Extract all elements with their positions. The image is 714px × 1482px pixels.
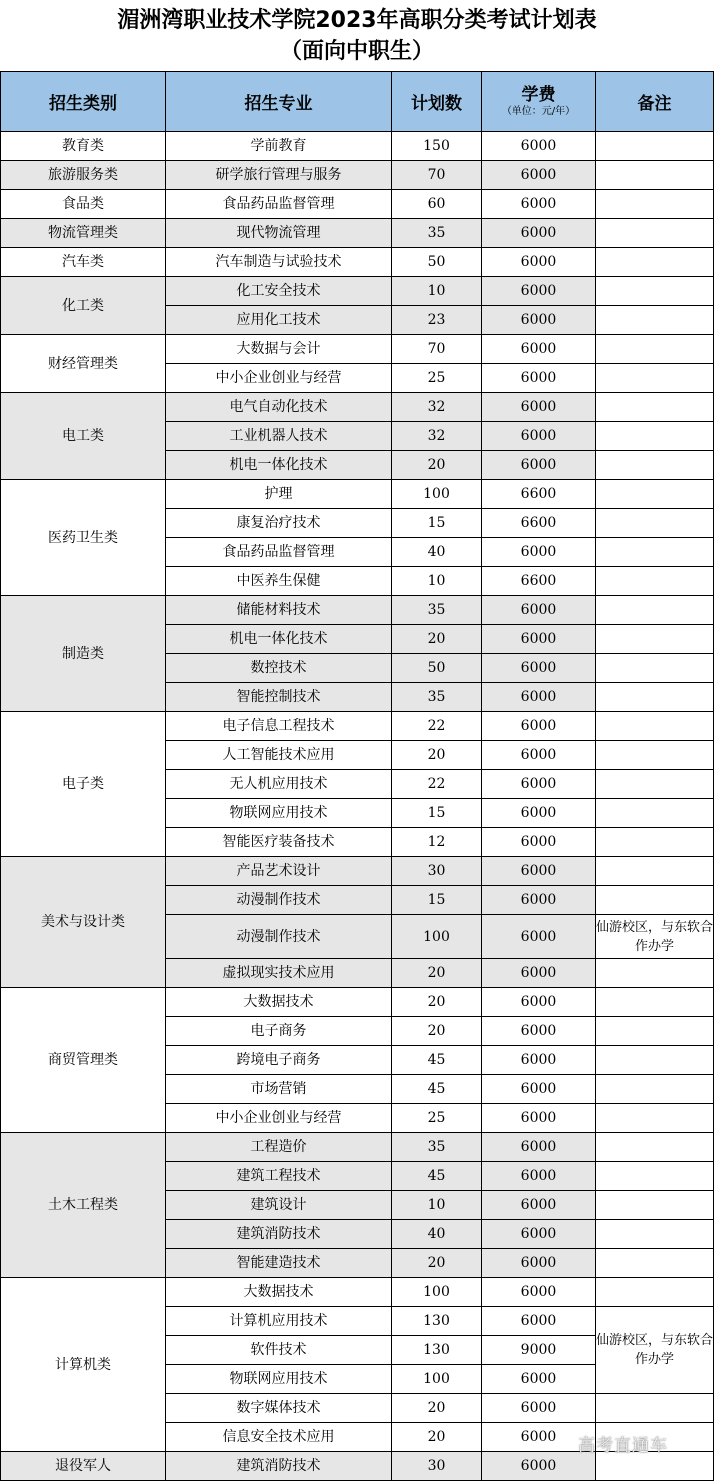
major-cell: 大数据与会计 [166,335,392,364]
fee-cell: 6000 [482,828,596,857]
plan-cell: 30 [392,857,482,886]
fee-cell: 6000 [482,1191,596,1220]
table-row [1,1278,714,1307]
fee-cell: 6000 [482,1162,596,1191]
category-cell: 制造类 [1,596,166,712]
fee-cell: 6000 [482,393,596,422]
note-cell [596,1133,714,1162]
major-cell: 电气自动化技术 [166,393,392,422]
note-cell [596,1104,714,1133]
fee-cell: 6000 [482,1452,596,1481]
note-cell [596,857,714,886]
plan-cell: 20 [392,625,482,654]
plan-cell: 45 [392,1162,482,1191]
fee-cell: 6000 [482,132,596,161]
major-cell: 工业机器人技术 [166,422,392,451]
plan-cell: 100 [392,915,482,959]
note-cell [596,959,714,988]
plan-cell: 100 [392,1278,482,1307]
fee-cell: 6000 [482,1249,596,1278]
plan-cell: 20 [392,741,482,770]
fee-cell: 6000 [482,654,596,683]
plan-cell: 50 [392,654,482,683]
note-cell [596,1017,714,1046]
note-cell [596,596,714,625]
fee-cell: 6000 [482,306,596,335]
note-cell: 仙游校区，与东软合作办学 [596,915,714,959]
major-cell: 信息安全技术应用 [166,1423,392,1452]
fee-cell: 6000 [482,915,596,959]
plan-cell: 20 [392,451,482,480]
category-cell: 美术与设计类 [1,857,166,988]
fee-cell: 6000 [482,451,596,480]
note-cell [596,451,714,480]
major-cell: 数控技术 [166,654,392,683]
major-cell: 储能材料技术 [166,596,392,625]
note-cell [596,335,714,364]
major-cell: 建筑消防技术 [166,1220,392,1249]
plan-cell: 15 [392,509,482,538]
fee-cell: 6000 [482,799,596,828]
note-cell: 仙游校区，与东软合作办学 [596,1307,714,1394]
fee-cell: 6000 [482,190,596,219]
category-cell: 财经管理类 [1,335,166,393]
major-cell: 智能建造技术 [166,1249,392,1278]
plan-cell: 15 [392,799,482,828]
watermark: 高考直通车 [578,1436,668,1456]
header-category: 招生类别 [1,72,166,132]
major-cell: 智能医疗装备技术 [166,828,392,857]
plan-cell: 50 [392,248,482,277]
note-cell [596,988,714,1017]
major-cell: 工程造价 [166,1133,392,1162]
table-row [1,190,714,219]
category-cell: 物流管理类 [1,219,166,248]
plan-cell: 32 [392,393,482,422]
fee-cell: 6000 [482,683,596,712]
major-cell: 现代物流管理 [166,219,392,248]
fee-cell: 6000 [482,1104,596,1133]
category-cell: 商贸管理类 [1,988,166,1133]
plan-cell: 20 [392,1249,482,1278]
plan-cell: 130 [392,1307,482,1336]
plan-cell: 32 [392,422,482,451]
major-cell: 无人机应用技术 [166,770,392,799]
note-cell [596,1249,714,1278]
fee-cell: 6000 [482,422,596,451]
note-cell [596,248,714,277]
category-cell: 电子类 [1,712,166,857]
major-cell: 康复治疗技术 [166,509,392,538]
header-fee-unit: （单位：元/年） [501,105,576,117]
major-cell: 产品艺术设计 [166,857,392,886]
note-cell [596,712,714,741]
major-cell: 中小企业创业与经营 [166,1104,392,1133]
note-cell [596,1075,714,1104]
fee-cell: 6000 [482,1278,596,1307]
major-cell: 大数据技术 [166,988,392,1017]
major-cell: 中医养生保健 [166,567,392,596]
fee-cell: 6000 [482,1046,596,1075]
table-row [1,161,714,190]
major-cell: 电子信息工程技术 [166,712,392,741]
plan-cell: 60 [392,190,482,219]
fee-cell: 6000 [482,1307,596,1336]
plan-cell: 22 [392,712,482,741]
plan-cell: 45 [392,1046,482,1075]
major-cell: 机电一体化技术 [166,625,392,654]
fee-cell: 6000 [482,1365,596,1394]
major-cell: 食品药品监督管理 [166,190,392,219]
category-cell: 土木工程类 [1,1133,166,1278]
fee-cell: 6000 [482,219,596,248]
major-cell: 应用化工技术 [166,306,392,335]
category-cell: 化工类 [1,277,166,335]
fee-cell: 6000 [482,712,596,741]
major-cell: 智能控制技术 [166,683,392,712]
plan-cell: 22 [392,770,482,799]
major-cell: 跨境电子商务 [166,1046,392,1075]
note-cell [596,219,714,248]
major-cell: 物联网应用技术 [166,799,392,828]
major-cell: 动漫制作技术 [166,915,392,959]
note-cell [596,422,714,451]
title-block [0,0,714,71]
header-major: 招生专业 [166,72,392,132]
fee-cell: 6000 [482,886,596,915]
fee-cell: 6000 [482,248,596,277]
major-cell: 人工智能技术应用 [166,741,392,770]
table-body [1,132,714,1481]
plan-cell: 20 [392,1017,482,1046]
fee-cell: 6000 [482,770,596,799]
plan-cell: 12 [392,828,482,857]
major-cell: 食品药品监督管理 [166,538,392,567]
plan-cell: 10 [392,1191,482,1220]
fee-cell: 6000 [482,1423,596,1452]
note-cell [596,567,714,596]
fee-cell: 6000 [482,1133,596,1162]
major-cell: 研学旅行管理与服务 [166,161,392,190]
major-cell: 大数据技术 [166,1278,392,1307]
page-title: 湄洲湾职业技术学院2023年高职分类考试计划表 [117,8,597,33]
plan-cell: 70 [392,161,482,190]
fee-cell: 6000 [482,857,596,886]
note-cell [596,625,714,654]
category-cell: 教育类 [1,132,166,161]
category-cell: 医药卫生类 [1,480,166,596]
fee-cell: 9000 [482,1336,596,1365]
category-cell: 食品类 [1,190,166,219]
table-row [1,480,714,509]
note-cell [596,1162,714,1191]
plan-cell: 23 [392,306,482,335]
fee-cell: 6000 [482,988,596,1017]
note-cell [596,828,714,857]
table-row [1,712,714,741]
plan-cell: 25 [392,364,482,393]
table-row [1,277,714,306]
note-cell [596,306,714,335]
note-cell [596,1394,714,1423]
note-cell [596,1046,714,1075]
table-row [1,393,714,422]
note-cell [596,190,714,219]
plan-cell: 35 [392,683,482,712]
plan-cell: 35 [392,1133,482,1162]
header-fee [482,72,596,132]
enrollment-plan-table [0,71,714,1481]
plan-cell: 10 [392,277,482,306]
category-cell: 退役军人 [1,1452,166,1481]
fee-cell: 6000 [482,1220,596,1249]
fee-cell: 6000 [482,161,596,190]
plan-cell: 100 [392,480,482,509]
category-cell: 汽车类 [1,248,166,277]
plan-cell: 45 [392,1075,482,1104]
fee-cell: 6000 [482,741,596,770]
fee-cell: 6000 [482,277,596,306]
major-cell: 市场营销 [166,1075,392,1104]
note-cell [596,683,714,712]
major-cell: 虚拟现实技术应用 [166,959,392,988]
plan-cell: 40 [392,538,482,567]
plan-cell: 35 [392,596,482,625]
table-row [1,248,714,277]
plan-cell: 20 [392,1394,482,1423]
fee-cell: 6600 [482,567,596,596]
header-note: 备注 [596,72,714,132]
note-cell [596,799,714,828]
major-cell: 中小企业创业与经营 [166,364,392,393]
major-cell: 计算机应用技术 [166,1307,392,1336]
fee-cell: 6000 [482,1075,596,1104]
note-cell [596,364,714,393]
note-cell [596,480,714,509]
category-cell: 电工类 [1,393,166,480]
category-cell: 旅游服务类 [1,161,166,190]
major-cell: 汽车制造与试验技术 [166,248,392,277]
major-cell: 建筑消防技术 [166,1452,392,1481]
fee-cell: 6000 [482,1017,596,1046]
major-cell: 化工安全技术 [166,277,392,306]
note-cell [596,538,714,567]
table-row [1,132,714,161]
note-cell [596,1278,714,1307]
plan-cell: 10 [392,567,482,596]
plan-cell: 40 [392,1220,482,1249]
major-cell: 护理 [166,480,392,509]
note-cell [596,886,714,915]
major-cell: 物联网应用技术 [166,1365,392,1394]
note-cell [596,132,714,161]
fee-cell: 6000 [482,538,596,567]
note-cell [596,741,714,770]
table-row [1,219,714,248]
major-cell: 机电一体化技术 [166,451,392,480]
plan-cell: 25 [392,1104,482,1133]
major-cell: 学前教育 [166,132,392,161]
note-cell [596,654,714,683]
major-cell: 建筑工程技术 [166,1162,392,1191]
plan-cell: 20 [392,959,482,988]
note-cell [596,161,714,190]
major-cell: 数字媒体技术 [166,1394,392,1423]
plan-cell: 15 [392,886,482,915]
plan-cell: 150 [392,132,482,161]
note-cell [596,1191,714,1220]
note-cell [596,277,714,306]
table-header-row [1,72,714,132]
fee-cell: 6000 [482,959,596,988]
category-cell: 计算机类 [1,1278,166,1452]
major-cell: 动漫制作技术 [166,886,392,915]
plan-cell: 100 [392,1365,482,1394]
fee-cell: 6000 [482,364,596,393]
fee-cell: 6000 [482,1394,596,1423]
plan-cell: 70 [392,335,482,364]
major-cell: 电子商务 [166,1017,392,1046]
plan-cell: 35 [392,219,482,248]
fee-cell: 6000 [482,596,596,625]
table-row [1,335,714,364]
note-cell [596,1220,714,1249]
table-row [1,988,714,1017]
fee-cell: 6600 [482,509,596,538]
table-row [1,1133,714,1162]
header-plan: 计划数 [392,72,482,132]
header-fee-label: 学费 [521,84,556,105]
plan-cell: 130 [392,1336,482,1365]
note-cell [596,393,714,422]
fee-cell: 6000 [482,625,596,654]
plan-cell: 20 [392,1423,482,1452]
table-row [1,857,714,886]
major-cell: 建筑设计 [166,1191,392,1220]
note-cell [596,770,714,799]
fee-cell: 6600 [482,480,596,509]
major-cell: 软件技术 [166,1336,392,1365]
table-row [1,596,714,625]
note-cell [596,509,714,538]
plan-cell: 30 [392,1452,482,1481]
fee-cell: 6000 [482,335,596,364]
plan-cell: 20 [392,988,482,1017]
page-subtitle: （面向中职生） [279,39,434,64]
